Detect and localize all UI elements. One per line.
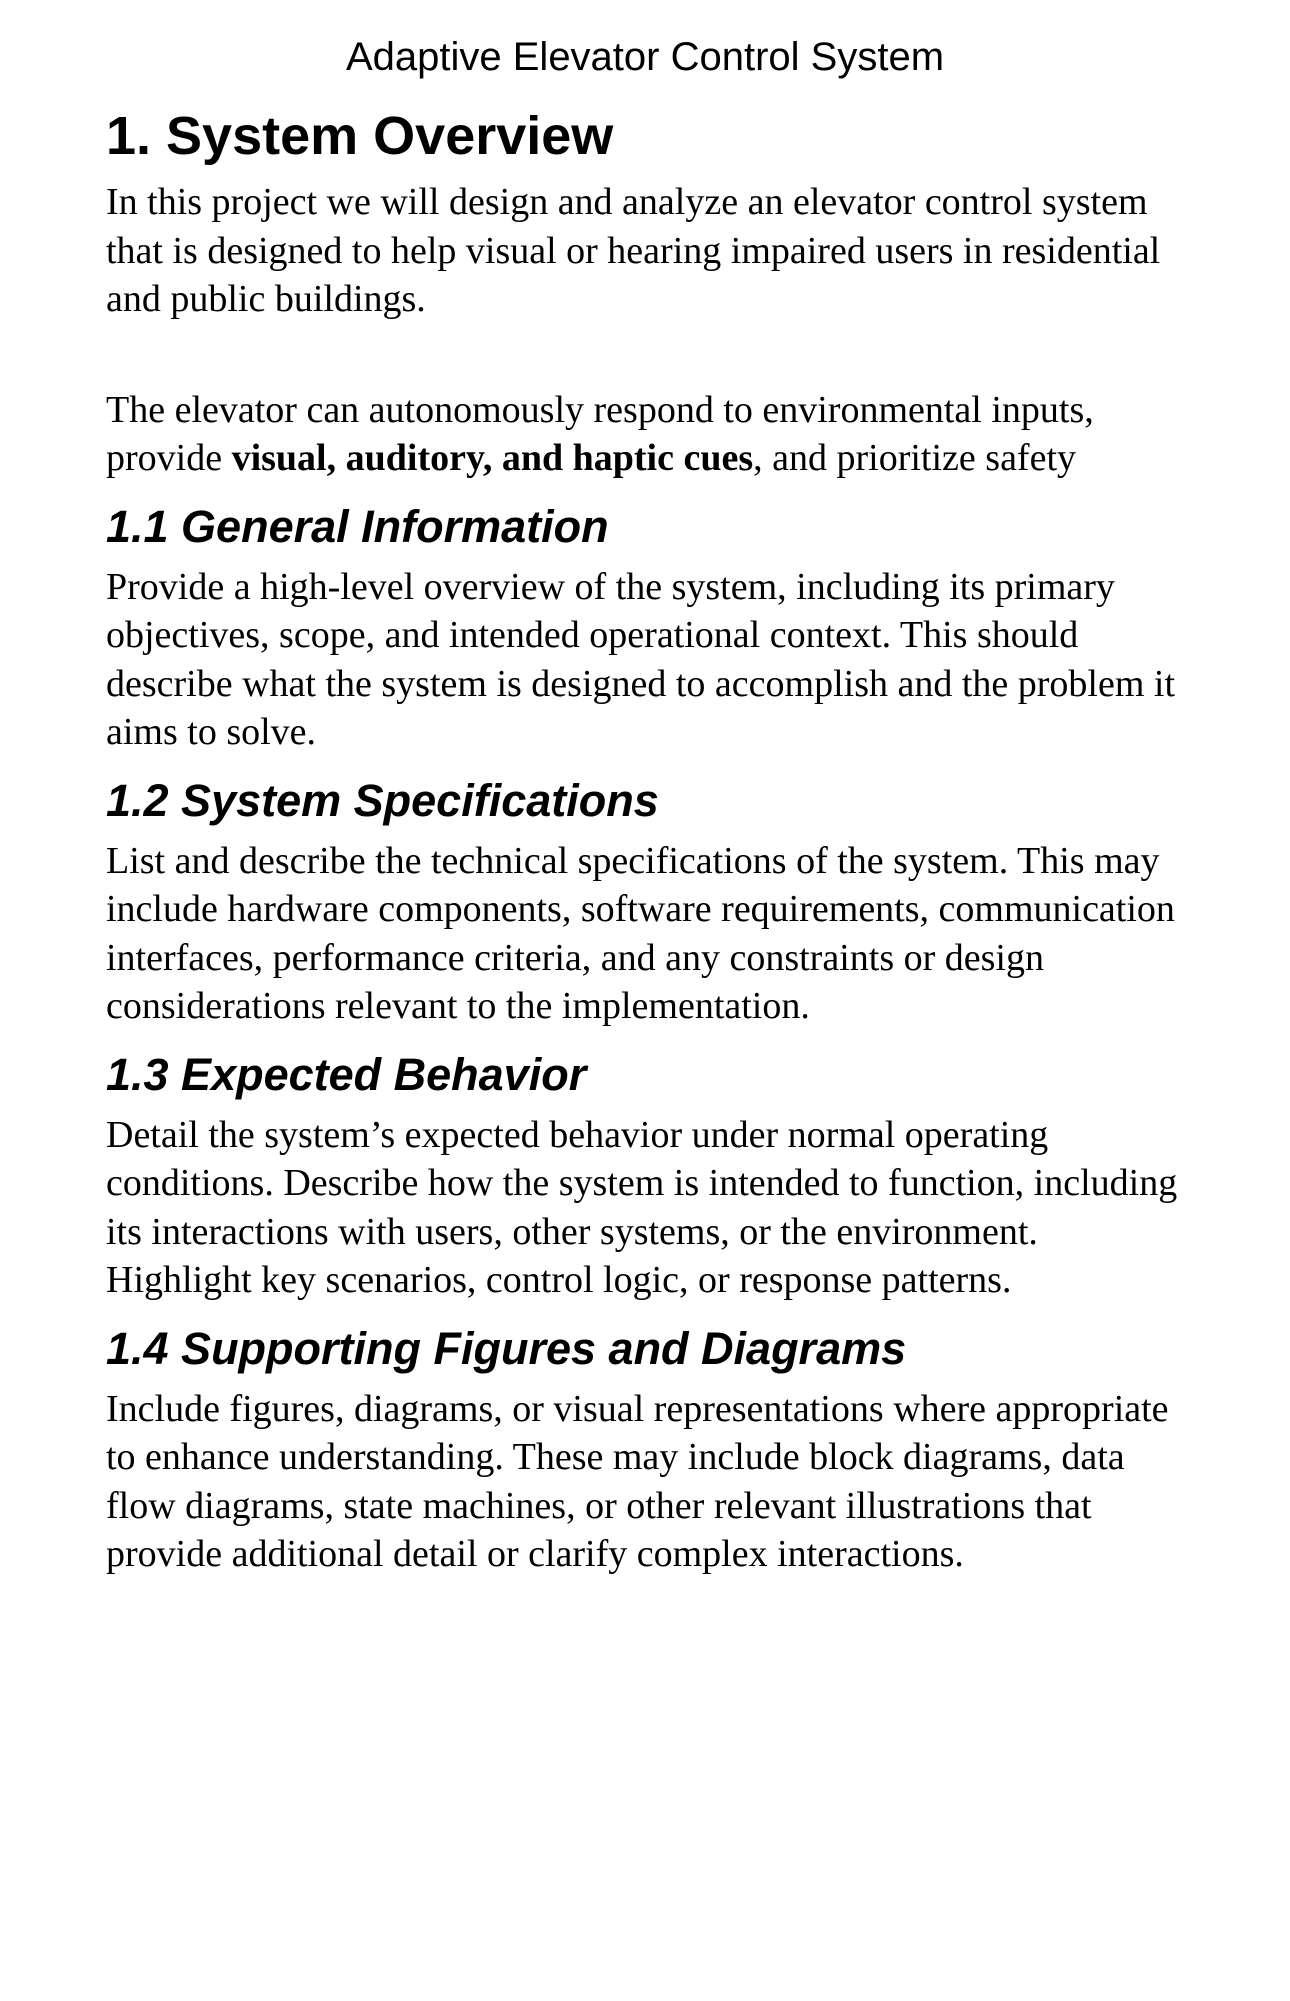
paragraph-2-text-end: , and prioritize safety	[753, 437, 1077, 479]
running-header: Adaptive Elevator Control System	[345, 35, 945, 79]
section-1-2-heading: 1.2 System Specifications	[106, 774, 659, 826]
section-1-paragraph-1: In this project we will design and analyze an elevator control system that is designed to help visual or hearing impaired users in residential and public buildings.	[106, 181, 1161, 320]
paragraph-2-bold-text: visual, auditory, and haptic cues	[231, 437, 754, 479]
section-1-3-paragraph: Detail the system’s expected behavior under normal operating conditions. Describe how the system is intended to function, including its interactions with users, other systems, or the environment. Highlight key scenarios, control logic, or response patterns.	[106, 1113, 1178, 1301]
section-1-1-paragraph: Provide a high-level overview of the system, including its primary objectives, scope, and intended operational context. This should describe what the system is designed to accomplish and the problem it aims to solve.	[106, 565, 1176, 753]
section-1-heading: 1. System Overview	[106, 106, 614, 166]
section-1-paragraph-2	[106, 386, 1190, 483]
paragraph-2-text-start: The elevator can autonomously respond to environmental inputs, provide	[106, 388, 1094, 479]
section-1-1-heading: 1.1 General Information	[106, 500, 609, 552]
section-1-4-paragraph: Include figures, diagrams, or visual representations where appropriate to enhance understanding. These may include block diagrams, data flow diagrams, state machines, or other relevant illustrations that provide additional detail or clarify complex interactions.	[106, 1387, 1169, 1575]
section-1-4-heading: 1.4 Supporting Figures and Diagrams	[106, 1322, 907, 1374]
section-1-3-heading: 1.3 Expected Behavior	[106, 1048, 587, 1100]
section-1-2-paragraph: List and describe the technical specifications of the system. This may include hardware components, software requirements, communication interfaces, performance criteria, and any constraints or design considerations relevant to the implementation.	[106, 839, 1175, 1027]
